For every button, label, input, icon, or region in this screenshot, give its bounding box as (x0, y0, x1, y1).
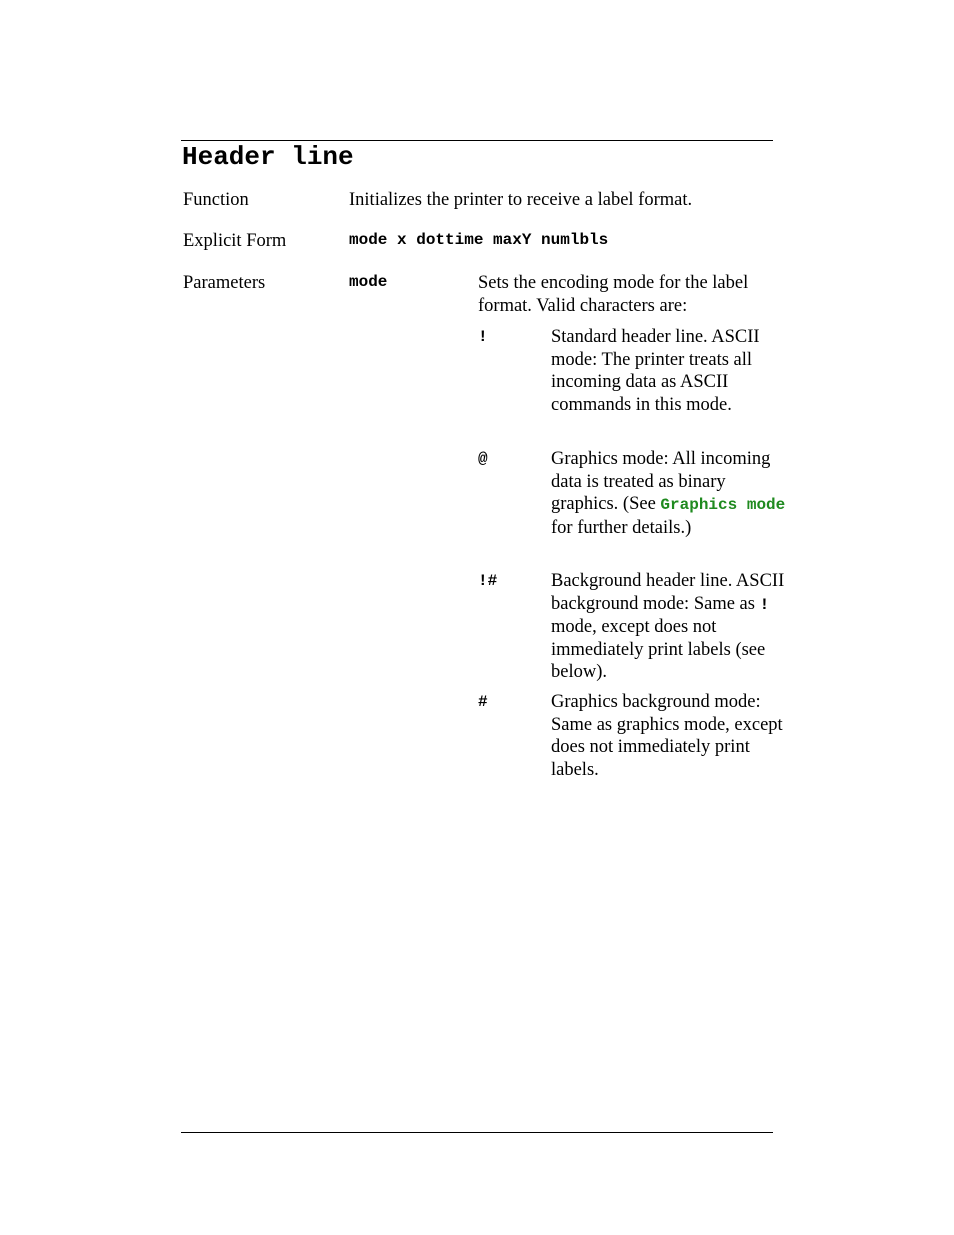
option-background-text-after: mode, except does not immediately print labels (see below). (551, 617, 766, 682)
inline-code-bang: ! (759, 595, 770, 614)
option-description-background (551, 570, 791, 684)
option-background-text-before: Background header line. ASCII background mode: Same as (551, 571, 785, 614)
function-label: Function (183, 190, 249, 210)
page-title: Header line (182, 142, 354, 172)
option-symbol-graphics-background: # (478, 693, 488, 711)
parameter-description: Sets the encoding mode for the label format. Valid characters are: (478, 273, 749, 316)
bottom-rule (181, 1132, 773, 1133)
option-description-graphics-background: Graphics background mode: Same as graphics mode, except does not immediately print labels. (551, 692, 783, 780)
option-symbol-background: !# (478, 572, 498, 590)
option-description-graphics (551, 448, 791, 539)
graphics-mode-link[interactable]: Graphics mode (660, 496, 786, 514)
option-symbol-graphics: @ (478, 450, 488, 468)
function-text: Initializes the printer to receive a label format. (349, 190, 693, 210)
option-graphics-text-before: Graphics mode: All incoming data is treated as binary graphics. (See (551, 449, 771, 514)
parameters-label: Parameters (183, 273, 266, 293)
explicit-form-label: Explicit Form (183, 231, 287, 251)
option-symbol-standard: ! (478, 328, 488, 346)
explicit-form-syntax: mode x dottime maxY numlbls (349, 231, 609, 249)
option-description-standard: Standard header line. ASCII mode: The printer treats all incoming data as ASCII commands in this mode. (551, 327, 760, 415)
parameter-name-mode: mode (349, 273, 388, 291)
option-graphics-text-after: for further details.) (551, 517, 692, 538)
